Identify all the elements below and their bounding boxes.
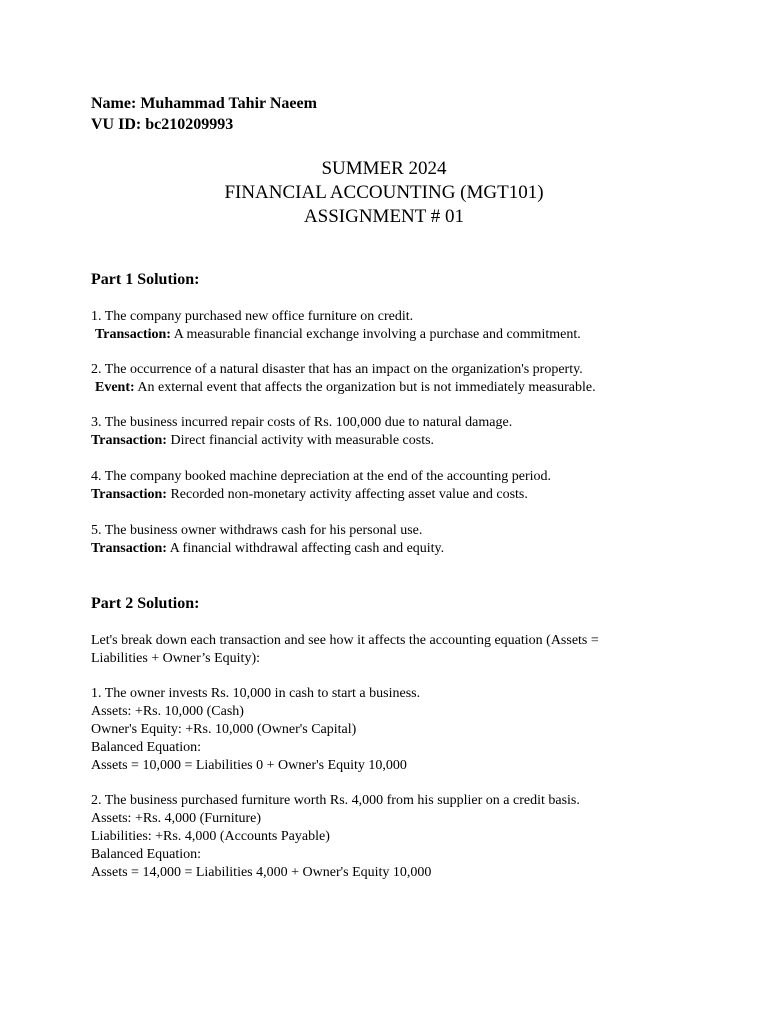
part2-item1-equity: Owner's Equity: +Rs. 10,000 (Owner's Capital) (91, 722, 357, 737)
part1-item2-statement: 2. The occurrence of a natural disaster that has an impact on the organization's property. (91, 362, 583, 377)
classification-label: Transaction: (95, 327, 171, 342)
part1-item5-classification (91, 540, 444, 558)
part2-item2-balanced-label: Balanced Equation: (91, 847, 202, 862)
part2-item2-statement: 2. The business purchased furniture worth Rs. 4,000 from his supplier on a credit basis. (91, 793, 580, 808)
part2-item2-assets: Assets: +Rs. 4,000 (Furniture) (91, 811, 262, 826)
title-course: FINANCIAL ACCOUNTING (MGT101) (224, 182, 544, 203)
part2-item1-statement: 1. The owner invests Rs. 10,000 in cash to start a business. (91, 686, 421, 701)
title-session: SUMMER 2024 (321, 158, 447, 179)
part2-item1-assets: Assets: +Rs. 10,000 (Cash) (91, 704, 244, 719)
classification-label: Transaction: (91, 433, 167, 448)
title-assignment: ASSIGNMENT # 01 (303, 206, 465, 227)
classification-explanation: A measurable financial exchange involving a purchase and commitment. (170, 327, 581, 342)
student-vu-id: VU ID: bc210209993 (91, 116, 234, 133)
classification-explanation: Direct financial activity with measurable costs. (166, 433, 435, 448)
part2-intro-line1: Let's break down each transaction and see how it affects the accounting equation (Assets = (91, 633, 599, 648)
part2-heading: Part 2 Solution: (91, 595, 200, 612)
part1-item1-statement: 1. The company purchased new office furniture on credit. (91, 309, 414, 324)
part1-item3-classification (91, 432, 434, 450)
part2-item1-equation: Assets = 10,000 = Liabilities 0 + Owner's Equity 10,000 (91, 758, 407, 773)
part1-heading: Part 1 Solution: (91, 271, 200, 288)
part1-item2-classification (95, 379, 596, 397)
part2-intro-line2: Liabilities + Owner’s Equity): (91, 651, 260, 666)
classification-label: Event: (95, 380, 135, 395)
part1-item4-statement: 4. The company booked machine depreciation at the end of the accounting period. (91, 469, 552, 484)
classification-label: Transaction: (91, 487, 167, 502)
part1-item4-classification (91, 486, 528, 504)
part2-item2-equation: Assets = 14,000 = Liabilities 4,000 + Owner's Equity 10,000 (91, 865, 432, 880)
part1-item1-classification (95, 326, 581, 344)
part1-item3-statement: 3. The business incurred repair costs of Rs. 100,000 due to natural damage. (91, 415, 513, 430)
part1-item5-statement: 5. The business owner withdraws cash for his personal use. (91, 523, 423, 538)
classification-explanation: Recorded non-monetary activity affecting asset value and costs. (166, 487, 528, 502)
part2-item1-balanced-label: Balanced Equation: (91, 740, 202, 755)
part2-item2-liabilities: Liabilities: +Rs. 4,000 (Accounts Payable) (91, 829, 330, 844)
student-name: Name: Muhammad Tahir Naeem (91, 95, 317, 112)
classification-explanation: A financial withdrawal affecting cash and equity. (166, 541, 445, 556)
classification-label: Transaction: (91, 541, 167, 556)
classification-explanation: An external event that affects the organization but is not immediately measurable. (134, 380, 596, 395)
